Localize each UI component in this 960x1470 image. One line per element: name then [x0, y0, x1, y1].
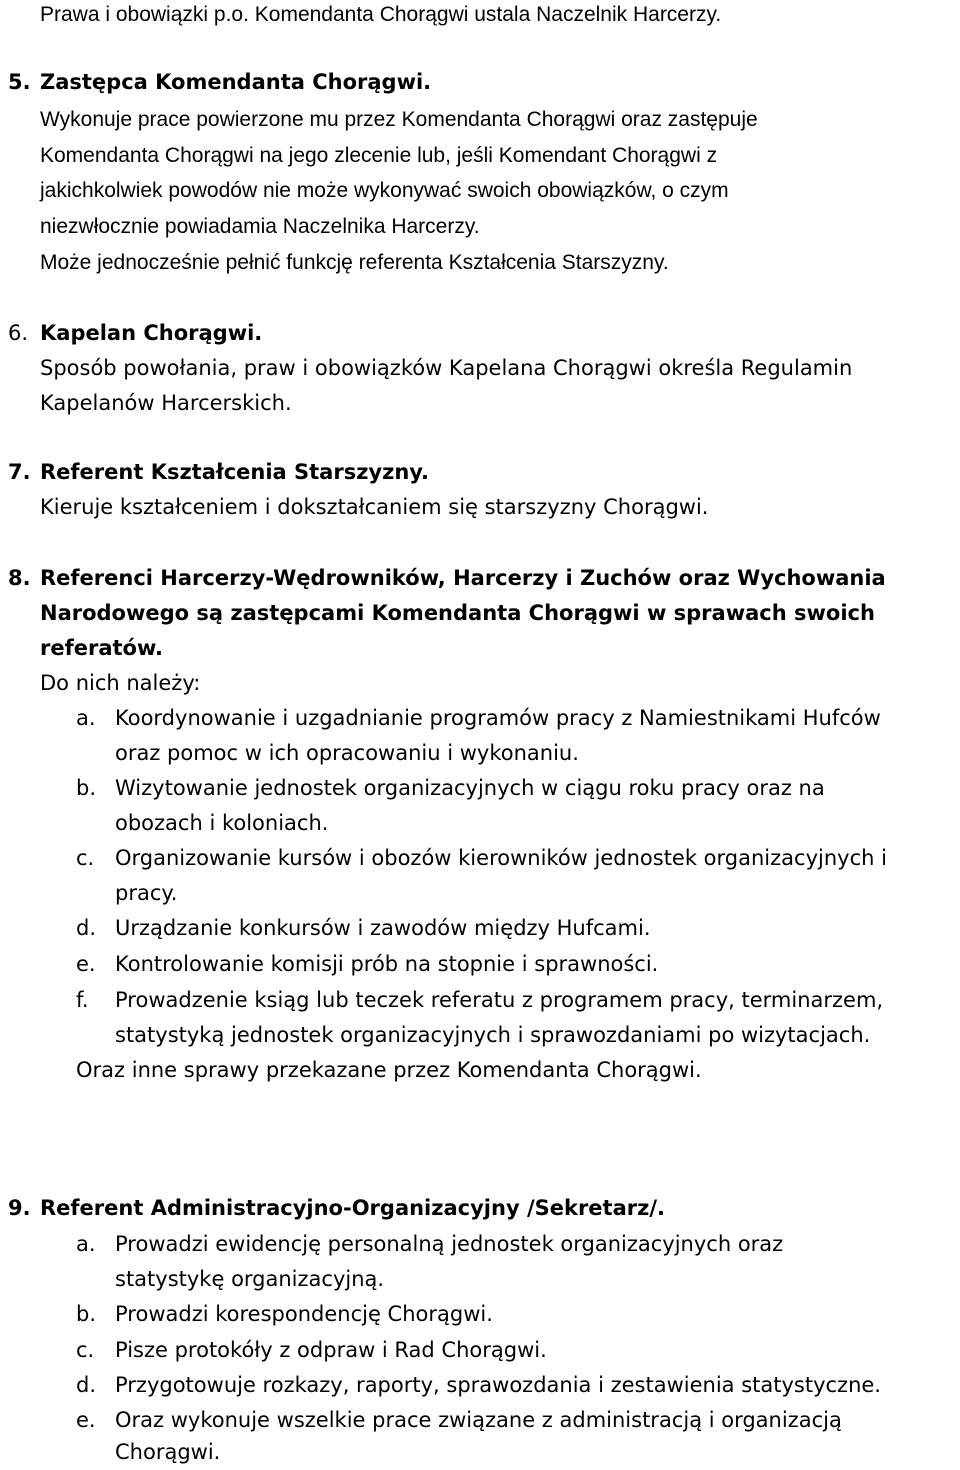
- section-6-line: Sposób powołania, praw i obowiązków Kapelana Chorągwi określa Regulamin: [40, 356, 853, 380]
- list-item-text: Wizytowanie jednostek organizacyjnych w ciągu roku pracy oraz na: [115, 776, 825, 800]
- section-5-number: 5.: [8, 70, 31, 94]
- list-item-text: statystykę organizacyjną.: [115, 1267, 385, 1291]
- list-item-text: Kontrolowanie komisji prób na stopnie i sprawności.: [115, 952, 659, 976]
- section-8-closing: Oraz inne sprawy przekazane przez Komendanta Chorągwi.: [76, 1058, 702, 1082]
- list-item-text: Organizowanie kursów i obozów kierowników jednostek organizacyjnych i: [115, 846, 887, 870]
- section-5-heading: Zastępca Komendanta Chorągwi.: [40, 70, 432, 94]
- list-item-text: Przygotowuje rozkazy, raporty, sprawozdania i zestawienia statystyczne.: [115, 1373, 881, 1397]
- section-5-line: Komendanta Chorągwi na jego zlecenie lub, jeśli Komendant Chorągwi z: [40, 144, 718, 167]
- list-item-letter: c.: [76, 1338, 95, 1362]
- section-8-heading: Narodowego są zastępcami Komendanta Chorągwi w sprawach swoich: [40, 601, 875, 625]
- list-item-text: Chorągwi.: [115, 1440, 221, 1464]
- section-6-heading: Kapelan Chorągwi.: [40, 321, 263, 345]
- section-6-number: 6.: [8, 321, 29, 345]
- list-item-text: Koordynowanie i uzgadnianie programów pracy z Namiestnikami Hufców: [115, 706, 881, 730]
- list-item-text: oraz pomoc w ich opracowaniu i wykonaniu.: [115, 741, 579, 765]
- list-item-letter: f.: [76, 988, 89, 1012]
- section-8-heading: Referenci Harcerzy-Wędrowników, Harcerzy i Zuchów oraz Wychowania: [40, 566, 886, 590]
- list-item-text: Prowadzi ewidencję personalną jednostek organizacyjnych oraz: [115, 1232, 784, 1256]
- list-item-text: pracy.: [115, 881, 178, 905]
- list-item-letter: e.: [76, 1408, 96, 1432]
- section-8-heading: referatów.: [40, 636, 164, 660]
- list-item-text: statystyką jednostek organizacyjnych i sprawozdaniami po wizytacjach.: [115, 1023, 871, 1047]
- section-9-number: 9.: [8, 1196, 31, 1220]
- section-5-line: jakichkolwiek powodów nie może wykonywać swoich obowiązków, o czym: [40, 179, 729, 202]
- section-8-number: 8.: [8, 566, 31, 590]
- list-item-letter: a.: [76, 706, 96, 730]
- section-7-heading: Referent Kształcenia Starszyzny.: [40, 460, 430, 484]
- list-item-letter: d.: [76, 1373, 97, 1397]
- section-8-intro: Do nich należy:: [40, 671, 201, 695]
- section-9-heading: Referent Administracyjno-Organizacyjny /Sekretarz/.: [40, 1196, 665, 1220]
- intro-line: Prawa i obowiązki p.o. Komendanta Chorągwi ustala Naczelnik Harcerzy.: [40, 3, 722, 26]
- list-item-letter: b.: [76, 1302, 97, 1326]
- list-item-text: Prowadzi korespondencję Chorągwi.: [115, 1302, 493, 1326]
- list-item-text: Urządzanie konkursów i zawodów między Hufcami.: [115, 916, 651, 940]
- list-item-letter: a.: [76, 1232, 96, 1256]
- list-item-letter: c.: [76, 846, 95, 870]
- list-item-letter: e.: [76, 952, 96, 976]
- section-7-line: Kieruje kształceniem i dokształcaniem się starszyzny Chorągwi.: [40, 495, 709, 519]
- section-7-number: 7.: [8, 460, 31, 484]
- section-6-line: Kapelanów Harcerskich.: [40, 391, 292, 415]
- section-5-line: Wykonuje prace powierzone mu przez Komendanta Chorągwi oraz zastępuje: [40, 108, 758, 131]
- list-item-text: Pisze protokóły z odpraw i Rad Chorągwi.: [115, 1338, 547, 1362]
- list-item-letter: d.: [76, 916, 97, 940]
- list-item-text: Oraz wykonuje wszelkie prace związane z administracją i organizacją: [115, 1408, 842, 1432]
- section-5-line: Może jednocześnie pełnić funkcję referenta Kształcenia Starszyzny.: [40, 251, 669, 274]
- list-item-text: Prowadzenie ksiąg lub teczek referatu z programem pracy, terminarzem,: [115, 988, 884, 1012]
- list-item-letter: b.: [76, 776, 97, 800]
- list-item-text: obozach i koloniach.: [115, 811, 329, 835]
- section-5-line: niezwłocznie powiadamia Naczelnika Harcerzy.: [40, 215, 480, 238]
